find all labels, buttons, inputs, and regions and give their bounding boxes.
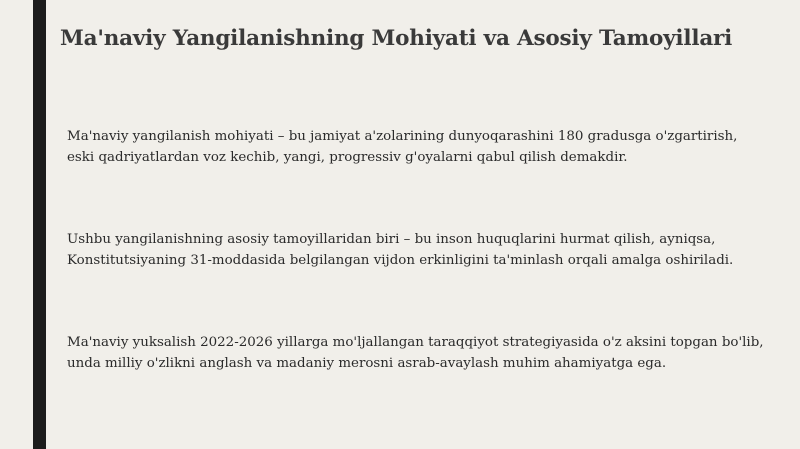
slide-title: Ma'naviy Yangilanishning Mohiyati va Asosiy Tamoyillari bbox=[60, 26, 733, 51]
slide-accent-bar bbox=[33, 0, 46, 449]
paragraph-strategy: Ma'naviy yuksalish 2022-2026 yillarga mo'ljallangan taraqqiyot strategiyasida o'z aksini topgan bo'lib, unda milliy o'zlikni anglash va madaniy merosni asrab-avaylash muhim ahamiyatga ega. bbox=[67, 335, 764, 371]
paragraph-principles: Ushbu yangilanishning asosiy tamoyillaridan biri – bu inson huquqlarini hurmat qilish, ayniqsa, Konstitutsiyaning 31-moddasida belgilangan vijdon erkinligini ta'minlash orqali amalga oshiriladi. bbox=[67, 232, 734, 268]
paragraph-essence: Ma'naviy yangilanish mohiyati – bu jamiyat a'zolarining dunyoqarashini 180 gradusga o'zgartirish, eski qadriyatlardan voz kechib, yangi, progressiv g'oyalarni qabul qilish demakdir. bbox=[67, 129, 738, 165]
